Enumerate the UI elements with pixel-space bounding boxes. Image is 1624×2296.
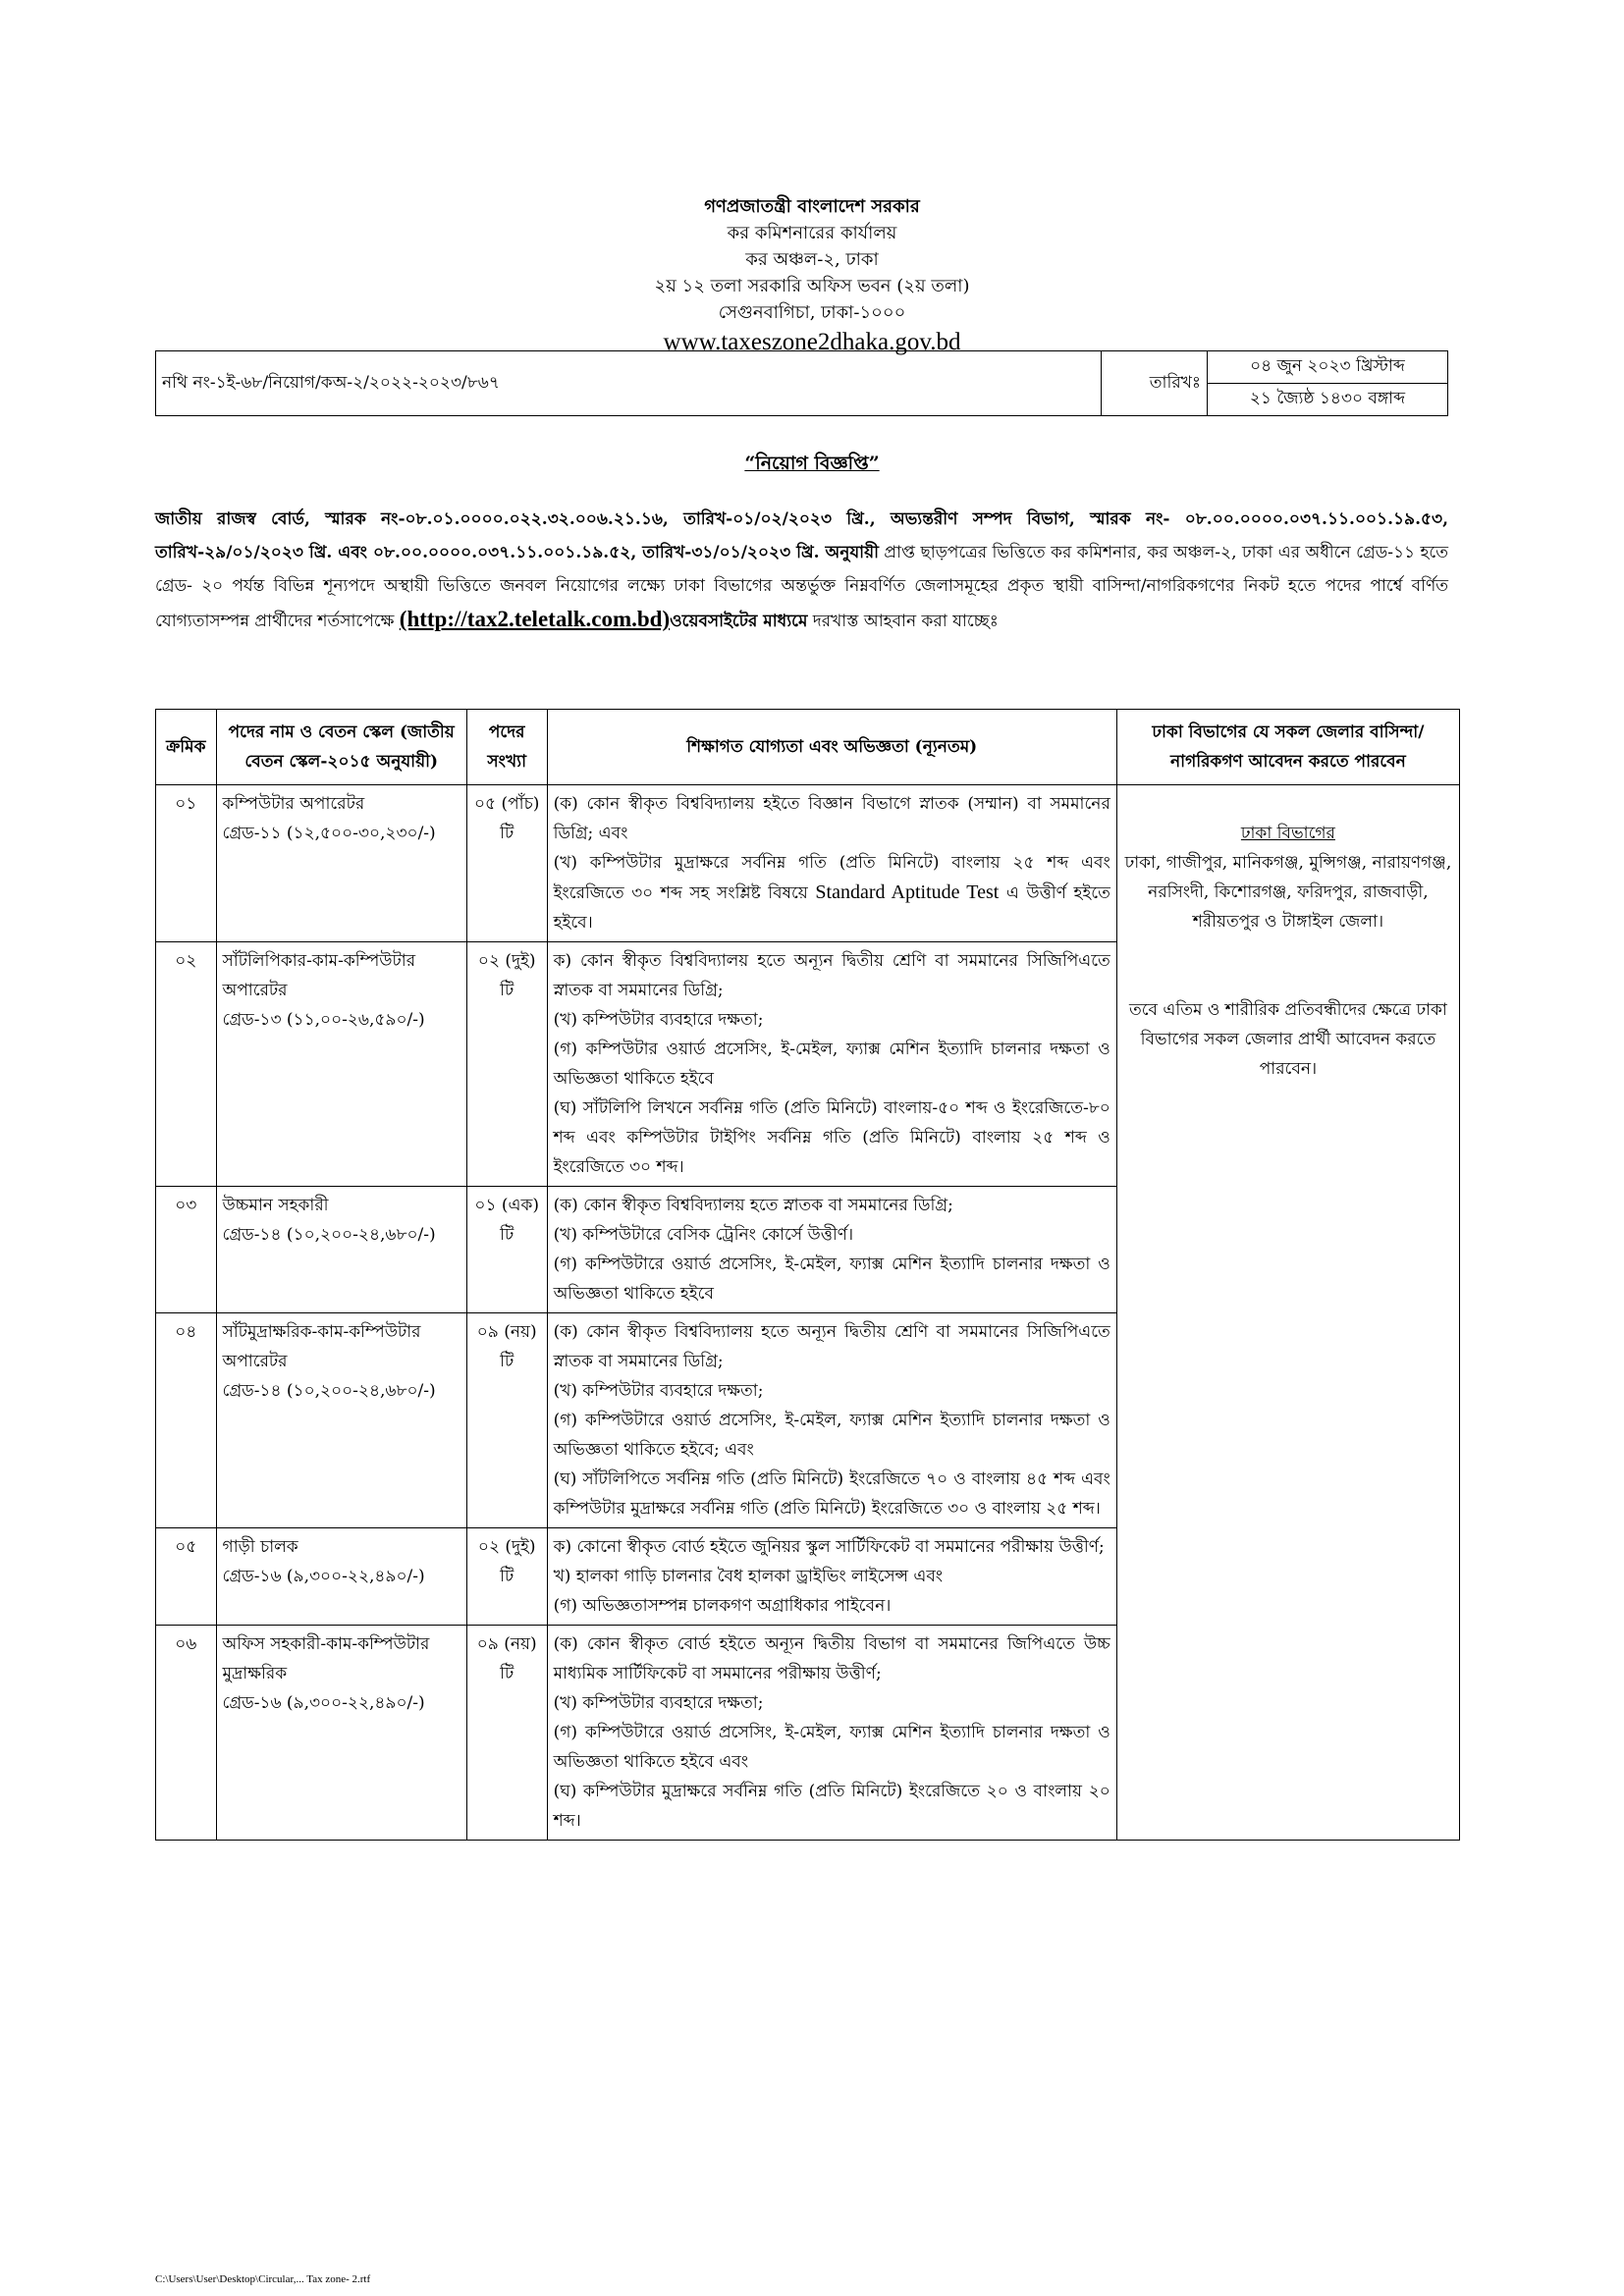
post-name: উচ্চমান সহকারী [222, 1196, 329, 1215]
qualification-item: (ঘ) সাঁটলিপি লিখনে সর্বনিম্ন গতি (প্রতি মিনিটে) বাংলায়-৫০ শব্দ ও ইংরেজিতে-৮০ শব্দ এবং কম্পিউটার টাইপিং সর্বনিম্ন গতি (প্রতি মিনিটে) বাংলায় ২৫ শব্দ ও ইংরেজিতে ৩০ শব্দ। [553, 1098, 1110, 1177]
row-post [216, 942, 466, 1187]
table-row [156, 785, 1460, 942]
qualification-item: (ক) কোন স্বীকৃত বিশ্ববিদ্যালয় হতে অন্যূন দ্বিতীয় শ্রেণি বা সমমানের সিজিপিএতে স্নাতক বা সমমানের ডিগ্রি; [553, 1322, 1110, 1371]
row-serial: ০৬ [156, 1626, 217, 1841]
aptitude-test-name: Standard Aptitude Test [815, 881, 1000, 903]
row-post-count: ০২ (দুই) টি [466, 1528, 547, 1626]
government-name: গণপ্রজাতন্ত্রী বাংলাদেশ সরকার [704, 196, 920, 217]
row-serial: ০১ [156, 785, 217, 942]
post-grade: গ্রেড-১৬ (৯,৩০০-২২,৪৯০/-) [222, 1567, 425, 1586]
qualification-item: (খ) কম্পিউটার ব্যবহারে দক্ষতা; [553, 1381, 764, 1401]
row-post-count: ০২ (দুই) টি [466, 942, 547, 1187]
office-address: সেগুনবাগিচা, ঢাকা-১০০০ [718, 302, 906, 323]
row-qualification [547, 1187, 1116, 1313]
post-name: সাঁটমুদ্রাক্ষরিক-কাম-কম্পিউটার অপারেটর [222, 1322, 421, 1371]
row-post-count: ০৫ (পাঁচ) টি [466, 785, 547, 942]
intro-website-text: ওয়েবসাইটের মাধ্যমে [670, 612, 808, 631]
qualification-item: (ক) কোন স্বীকৃত বিশ্ববিদ্যালয় হতে স্নাতক বা সমমানের ডিগ্রি; [553, 1196, 953, 1215]
qualification-item: (ক) কোন স্বীকৃত বোর্ড হইতে অন্যূন দ্বিতীয় বিভাগ বা সমমানের জিপিএতে উচ্চ মাধ্যমিক সার্টিফিকেট বা সমমানের পরীক্ষায় উত্তীর্ণ; [553, 1634, 1110, 1683]
qualification-item: (খ) কম্পিউটার ব্যবহারে দক্ষতা; [553, 1010, 764, 1030]
qualification-item: (খ) কম্পিউটারে বেসিক ট্রেনিং কোর্সে উত্তীর্ণ। [553, 1225, 854, 1245]
header-serial: ক্রমিক [156, 710, 217, 785]
document-header [0, 193, 1624, 358]
qualification-item: (ঘ) কম্পিউটার মুদ্রাক্ষরে সর্বনিম্ন গতি (প্রতি মিনিটে) ইংরেজিতে ২০ ও বাংলায় ২০ শব্দ। [553, 1782, 1110, 1831]
qualification-item: (গ) কম্পিউটারে ওয়ার্ড প্রসেসিং, ই-মেইল, ফ্যাক্স মেশিন ইত্যাদি চালনার দক্ষতা ও অভিজ্ঞতা থাকিতে হইবে এবং [553, 1723, 1110, 1772]
qualification-item [554, 848, 1110, 937]
eligible-districts [1116, 785, 1459, 1841]
intro-text: প্রাপ্ত ছাড়পত্রের ভিত্তিতে কর কমিশনার, কর অঞ্চল-২, ঢাকা এর অধীনে গ্রেড-১১ হতে গ্রেড- ২০ পর্যন্ত বিভিন্ন শূন্যপদে অস্থায়ী ভিত্তিতে জনবল নিয়োগের লক্ষ্যে ঢাকা বিভাগের অন্তর্ভুক্ত নিম্নবর্ণিত জেলাসমূহের প্রকৃত স্থায়ী বাসিন্দা/নাগরিকগণের নিকট হতে পদের পার্শ্বে বর্ণিত যোগ্যতাসম্পন্ন প্রার্থীদের শর্তসাপেক্ষে [155, 543, 1448, 631]
vacancy-table [155, 709, 1460, 1841]
qualification-item-tail: এ উত্তীর্ণ হইতে হইবে। [553, 883, 1110, 933]
division-title: ঢাকা বিভাগের [1240, 824, 1335, 843]
intro-tail: দরখাস্ত আহবান করা যাচ্ছেঃ [807, 612, 999, 631]
intro-paragraph [155, 503, 1448, 638]
reference-box [155, 350, 1448, 416]
date-label: তারিখঃ [1102, 351, 1208, 416]
district-list: ঢাকা, গাজীপুর, মানিকগঞ্জ, মুন্সিগঞ্জ, নারায়ণগঞ্জ, নরসিংদী, কিশোরগঞ্জ, ফরিদপুর, রাজবাড়ী, শরীয়তপুর ও টাঙ্গাইল জেলা। [1124, 853, 1452, 932]
row-serial: ০৫ [156, 1528, 217, 1626]
row-qualification [547, 785, 1116, 942]
qualification-item: (ঘ) সাঁটলিপিতে সর্বনিম্ন গতি (প্রতি মিনিটে) ইংরেজিতে ৭০ ও বাংলায় ৪৫ শব্দ এবং কম্পিউটার মুদ্রাক্ষরে সর্বনিম্ন গতি (প্রতি মিনিটে) ইংরেজিতে ৩০ ও বাংলায় ২৫ শব্দ। [553, 1469, 1110, 1519]
post-grade: গ্রেড-১৪ (১০,২০০-২৪,৬৮০/-) [222, 1225, 436, 1245]
qualification-item: ক) কোন স্বীকৃত বিশ্ববিদ্যালয় হতে অন্যূন দ্বিতীয় শ্রেণি বা সমমানের সিজিপিএতে স্নাতক বা সমমানের ডিগ্রি; [553, 951, 1110, 1000]
teletalk-link[interactable]: (http://tax2.teletalk.com.bd) [399, 607, 671, 631]
website-link[interactable]: www.taxeszone2dhaka.gov.bd [663, 329, 961, 355]
row-qualification [547, 1626, 1116, 1841]
row-post-count: ০৯ (নয়) টি [466, 1626, 547, 1841]
zone-name: কর অঞ্চল-২, ঢাকা [745, 249, 879, 270]
post-grade: গ্রেড-১১ (১২,৫০০-৩০,২৩০/-) [222, 824, 436, 843]
qualification-item: (গ) কম্পিউটারে ওয়ার্ড প্রসেসিং, ই-মেইল, ফ্যাক্স মেশিন ইত্যাদি চালনার দক্ষতা ও অভিজ্ঞতা থাকিতে হইবে [553, 1255, 1110, 1304]
row-post-count: ০১ (এক) টি [466, 1187, 547, 1313]
qualification-item: খ) হালকা গাড়ি চালনার বৈধ হালকা ড্রাইভিং লাইসেন্স এবং [553, 1567, 944, 1586]
qualification-item: (ক) কোন স্বীকৃত বিশ্ববিদ্যালয় হইতে বিজ্ঞান বিভাগে স্নাতক (সম্মান) বা সমমানের ডিগ্রি; এবং [553, 794, 1110, 843]
office-name: কর কমিশনারের কার্যালয় [727, 223, 897, 243]
row-serial: ০২ [156, 942, 217, 1187]
post-grade: গ্রেড-১৩ (১১,০০-২৬,৫৯০/-) [222, 1010, 425, 1030]
file-path-footer: C:\Users\User\Desktop\Circular,... Tax zone- 2.rtf [155, 2273, 371, 2285]
post-grade: গ্রেড-১৪ (১০,২০০-২৪,৬৮০/-) [222, 1381, 436, 1401]
table-header-row [156, 710, 1460, 785]
qualification-item-text: (খ) কম্পিউটার মুদ্রাক্ষরে সর্বনিম্ন গতি (প্রতি মিনিটে) বাংলায় ২৫ শব্দ এবং ইংরেজিতে ৩০ শব্দ সহ সংশ্লিষ্ট বিষয়ে [553, 853, 1110, 903]
spacer [1123, 936, 1453, 995]
office-building: ২য় ১২ তলা সরকারি অফিস ভবন (২য় তলা) [654, 276, 970, 296]
post-name: সাঁটলিপিকার-কাম-কম্পিউটার অপারেটর [222, 951, 416, 1000]
qualification-item: ক) কোনো স্বীকৃত বোর্ড হইতে জুনিয়র স্কুল সার্টিফিকেট বা সমমানের পরীক্ষায় উত্তীর্ণ; [553, 1537, 1105, 1557]
special-note: তবে এতিম ও শারীরিক প্রতিবন্ধীদের ক্ষেত্রে ঢাকা বিভাগের সকল জেলার প্রার্থী আবেদন করতে পারবেন। [1128, 1000, 1447, 1079]
post-name: গাড়ী চালক [222, 1537, 298, 1557]
qualification-item: (গ) কম্পিউটারে ওয়ার্ড প্রসেসিং, ই-মেইল, ফ্যাক্স মেশিন ইত্যাদি চালনার দক্ষতা ও অভিজ্ঞতা থাকিতে হইবে; এবং [553, 1411, 1110, 1460]
header-qualification: শিক্ষাগত যোগ্যতা এবং অভিজ্ঞতা (ন্যূনতম) [547, 710, 1116, 785]
date-bangla: ২১ জ্যৈষ্ঠ ১৪৩০ বঙ্গাব্দ [1207, 384, 1447, 416]
post-name: কম্পিউটার অপারেটর [222, 794, 365, 814]
qualification-item: (খ) কম্পিউটার ব্যবহারে দক্ষতা; [553, 1693, 764, 1713]
notice-title: “নিয়োগ বিজ্ঞপ্তি” [744, 453, 880, 474]
memo-number: নথি নং-১ই-৬৮/নিয়োগ/কঅ-২/২০২২-২০২৩/৮৬৭ [156, 351, 1102, 416]
row-serial: ০৪ [156, 1313, 217, 1528]
header-post: পদের নাম ও বেতন স্কেল (জাতীয় বেতন স্কেল-২০১৫ অনুযায়ী) [216, 710, 466, 785]
row-serial: ০৩ [156, 1187, 217, 1313]
row-post [216, 1187, 466, 1313]
row-qualification [547, 1313, 1116, 1528]
qualification-item: (গ) কম্পিউটার ওয়ার্ড প্রসেসিং, ই-মেইল, ফ্যাক্স মেশিন ইত্যাদি চালনার দক্ষতা ও অভিজ্ঞতা থাকিতে হইবে [553, 1040, 1110, 1089]
row-post-count: ০৯ (নয়) টি [466, 1313, 547, 1528]
post-name: অফিস সহকারী-কাম-কম্পিউটার মুদ্রাক্ষরিক [222, 1634, 430, 1683]
header-count: পদের সংখ্যা [466, 710, 547, 785]
row-post [216, 1528, 466, 1626]
row-qualification [547, 942, 1116, 1187]
row-post [216, 785, 466, 942]
intro-reference: জাতীয় রাজস্ব বোর্ড, স্মারক নং-০৮.০১.০০০০.০২২.৩২.০০৬.২১.১৬, তারিখ-০১/০২/২০২৩ খ্রি., অভ্যন্তরীণ সম্পদ বিভাগ, স্মারক নং- ০৮.০০.০০০০.০৩৭.১১.০০১.১৯.৫৩, তারিখ-২৯/০১/২০২৩ খ্রি. এবং ০৮.০০.০০০০.০৩৭.১১.০০১.১৯.৫২, তারিখ-৩১/০১/২০২৩ খ্রি. অনুযায়ী [155, 509, 1448, 562]
header-area: ঢাকা বিভাগের যে সকল জেলার বাসিন্দা/নাগরিকগণ আবেদন করতে পারবেন [1116, 710, 1459, 785]
qualification-item: (গ) অভিজ্ঞতাসম্পন্ন চালকগণ অগ্রাধিকার পাইবেন। [553, 1596, 892, 1616]
row-post [216, 1626, 466, 1841]
row-qualification [547, 1528, 1116, 1626]
post-grade: গ্রেড-১৬ (৯,৩০০-২২,৪৯০/-) [222, 1693, 425, 1713]
row-post [216, 1313, 466, 1528]
date-gregorian: ০৪ জুন ২০২৩ খ্রিস্টাব্দ [1207, 351, 1447, 384]
